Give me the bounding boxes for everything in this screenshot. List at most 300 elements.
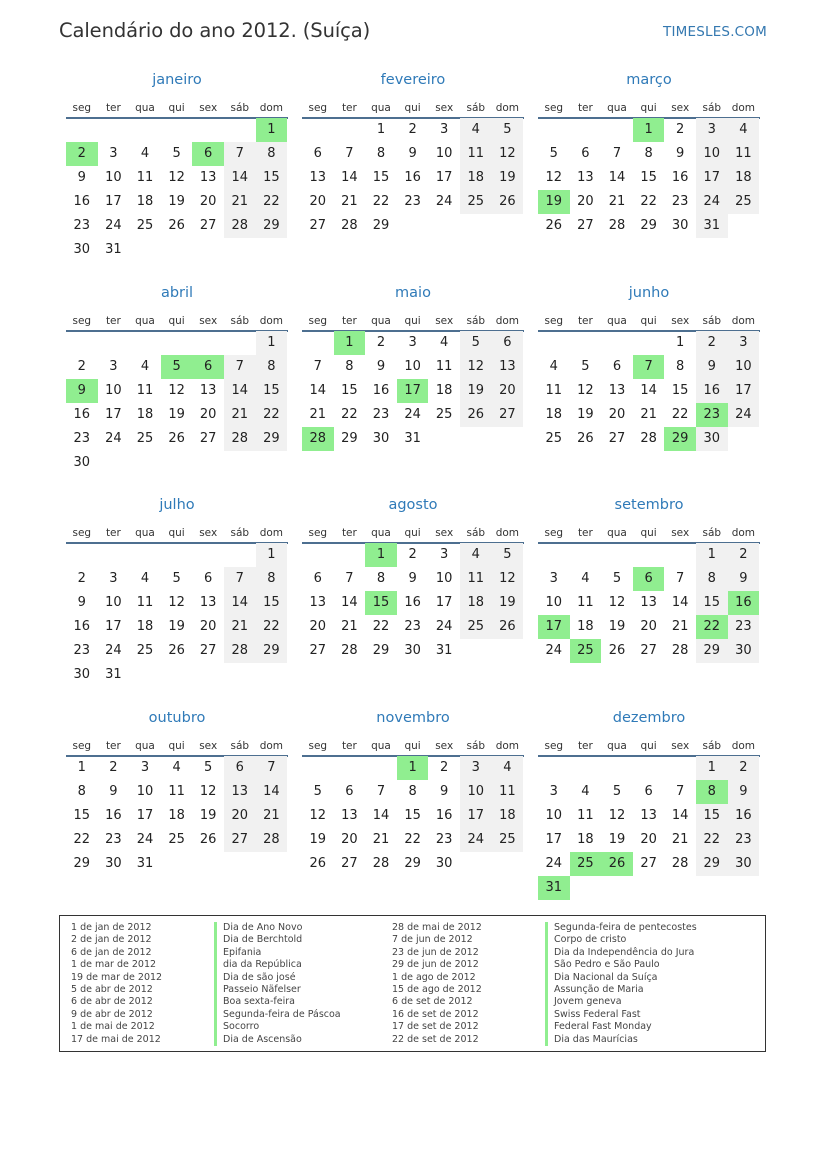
day-cell: 22 <box>696 828 728 852</box>
day-cell: 26 <box>608 643 626 658</box>
weekday-header: sáb <box>702 527 722 539</box>
day-cell: 2 <box>77 359 86 374</box>
weekday-header: sex <box>671 527 690 539</box>
day-cell: 14 <box>341 595 358 610</box>
legend-holiday-date: 1 de mai de 2012 <box>71 1021 155 1033</box>
legend-holiday-name: Segunda-feira de Páscoa <box>214 1009 341 1021</box>
legend-holiday-name: Swiss Federal Fast <box>545 1009 697 1021</box>
day-cell: 25 <box>136 431 154 446</box>
weekday-header: qua <box>135 102 155 114</box>
weekday-header: sex <box>199 315 218 327</box>
day-cell: 14 <box>640 383 657 398</box>
month-name: outubro <box>148 710 206 726</box>
weekday-header: dom <box>731 527 756 539</box>
day-cell: 17 <box>105 194 122 209</box>
day-cell: 17 <box>435 170 453 185</box>
day-cell: 10 <box>105 595 122 610</box>
weekday-header: ter <box>577 102 593 114</box>
day-cell: 9 <box>440 784 449 799</box>
day-cell: 15 <box>341 383 358 398</box>
day-cell: 8 <box>644 146 653 161</box>
day-cell: 12 <box>199 784 217 799</box>
day-cell: 13 <box>199 170 217 185</box>
day-cell: 12 <box>168 170 185 185</box>
weekday-header: sáb <box>702 102 722 114</box>
legend-holiday-date: 22 de set de 2012 <box>392 1033 479 1045</box>
day-cell: 23 <box>73 643 91 658</box>
day-cell: 10 <box>435 146 453 161</box>
day-cell: 23 <box>73 218 91 233</box>
day-cell: 26 <box>492 190 524 214</box>
day-cell: 24 <box>105 431 122 446</box>
weekday-header: sex <box>435 315 454 327</box>
weekday-header: sex <box>671 740 690 752</box>
day-cell: 20 <box>640 619 657 634</box>
day-cell: 31 <box>136 856 154 871</box>
day-cell: 4 <box>140 571 150 586</box>
day-cell: 5 <box>492 543 524 567</box>
legend-holiday-date: 15 de ago de 2012 <box>392 984 482 996</box>
day-cell: 20 <box>341 832 358 847</box>
day-cell: 7 <box>224 567 256 591</box>
day-cell: 20 <box>577 194 594 209</box>
weekday-header: seg <box>308 527 328 539</box>
day-cell: 3 <box>728 331 760 355</box>
day-cell: 6 <box>345 784 354 799</box>
weekday-header: dom <box>259 527 284 539</box>
legend-names-right <box>545 922 697 1046</box>
legend-holiday-name: Dia da Independência do Jura <box>545 947 697 959</box>
day-cell: 4 <box>140 146 150 161</box>
day-cell: 8 <box>256 355 288 379</box>
day-cell: 18 <box>168 808 185 823</box>
day-cell: 27 <box>640 856 657 871</box>
month-name: julho <box>159 497 195 513</box>
day-cell: 19 <box>608 619 626 634</box>
weekday-header: qui <box>168 315 185 327</box>
weekday-header: qua <box>135 740 155 752</box>
day-cell: 13 <box>341 808 358 823</box>
weekday-header: seg <box>544 527 564 539</box>
day-cell: 29 <box>73 856 91 871</box>
legend-holiday-date: 6 de set de 2012 <box>392 996 473 1008</box>
day-cell: 17 <box>728 379 760 403</box>
weekday-header: qui <box>168 740 185 752</box>
weekday-header: sex <box>199 527 218 539</box>
day-cell: 11 <box>435 359 453 374</box>
day-cell: 16 <box>728 804 760 828</box>
legend-holiday-name: Boa sexta-feira <box>214 996 341 1008</box>
day-cell: 11 <box>545 383 563 398</box>
day-cell: 21 <box>309 407 327 422</box>
day-cell: 30 <box>73 455 91 470</box>
day-cell: 26 <box>199 832 217 847</box>
day-cell: 3 <box>696 118 728 142</box>
day-cell: 21 <box>224 403 256 427</box>
day-cell: 4 <box>460 118 492 142</box>
holiday-day-cell: 1 <box>397 756 429 780</box>
day-cell: 1 <box>256 331 288 355</box>
weekday-header: qui <box>640 102 657 114</box>
weekday-header: sáb <box>466 740 486 752</box>
weekday-header: ter <box>105 102 121 114</box>
day-cell: 13 <box>577 170 594 185</box>
day-cell: 25 <box>545 431 563 446</box>
day-cell: 1 <box>376 122 386 137</box>
day-cell: 30 <box>671 218 689 233</box>
weekday-header: dom <box>259 740 284 752</box>
day-cell: 23 <box>404 194 421 209</box>
month-name: março <box>626 72 672 88</box>
day-cell: 18 <box>577 832 594 847</box>
weekday-header: dom <box>495 740 520 752</box>
day-cell: 12 <box>608 595 626 610</box>
day-cell: 24 <box>105 643 122 658</box>
weekday-header: qua <box>607 102 627 114</box>
day-cell: 13 <box>309 170 327 185</box>
day-cell: 9 <box>728 567 760 591</box>
day-cell: 19 <box>199 808 217 823</box>
weekday-header: sáb <box>230 102 250 114</box>
weekday-header: dom <box>495 527 520 539</box>
day-cell: 30 <box>435 856 453 871</box>
day-cell: 15 <box>404 808 421 823</box>
day-cell: 16 <box>372 383 390 398</box>
day-cell: 14 <box>671 808 689 823</box>
day-cell: 5 <box>460 331 492 355</box>
brand-link[interactable]: TIMESLES.COM <box>663 24 767 40</box>
day-cell: 1 <box>676 335 685 350</box>
day-cell: 20 <box>309 619 327 634</box>
day-cell: 4 <box>581 571 590 586</box>
day-cell: 8 <box>676 359 685 374</box>
weekday-header: seg <box>308 102 328 114</box>
day-cell: 17 <box>460 804 492 828</box>
day-cell: 8 <box>376 571 386 586</box>
day-cell: 12 <box>168 383 185 398</box>
day-cell: 14 <box>608 170 626 185</box>
holiday-day-cell: 1 <box>633 118 665 142</box>
day-cell: 19 <box>309 832 327 847</box>
weekday-header: dom <box>259 315 284 327</box>
day-cell: 17 <box>105 407 122 422</box>
day-cell: 27 <box>309 643 327 658</box>
legend-dates-right <box>392 922 482 1046</box>
day-cell: 31 <box>105 667 122 682</box>
day-cell: 22 <box>640 194 657 209</box>
day-cell: 6 <box>313 571 322 586</box>
day-cell: 3 <box>109 146 118 161</box>
weekday-header: seg <box>72 315 92 327</box>
legend-holiday-date: 1 de jan de 2012 <box>71 922 152 933</box>
day-cell: 24 <box>696 190 728 214</box>
holiday-day-cell: 6 <box>192 355 224 379</box>
holiday-day-cell: 15 <box>365 591 397 615</box>
day-cell: 28 <box>224 427 256 451</box>
day-cell: 25 <box>435 407 453 422</box>
legend-holiday-date: 17 de set de 2012 <box>392 1021 479 1033</box>
weekday-header: dom <box>495 102 520 114</box>
day-cell: 9 <box>376 359 386 374</box>
weekday-header: qua <box>371 315 391 327</box>
day-cell: 8 <box>345 359 354 374</box>
day-cell: 11 <box>460 567 492 591</box>
day-cell: 22 <box>256 190 288 214</box>
day-cell: 22 <box>372 619 390 634</box>
day-cell: 5 <box>204 760 213 775</box>
day-cell: 16 <box>404 595 421 610</box>
day-cell: 9 <box>728 780 760 804</box>
weekday-header: sáb <box>702 740 722 752</box>
day-cell: 9 <box>408 571 417 586</box>
weekday-header: sáb <box>466 102 486 114</box>
day-cell: 17 <box>105 619 122 634</box>
day-cell: 15 <box>671 383 689 398</box>
day-cell: 28 <box>341 643 358 658</box>
day-cell: 2 <box>408 122 417 137</box>
holiday-day-cell: 8 <box>696 780 728 804</box>
weekday-header: seg <box>308 740 328 752</box>
day-cell: 9 <box>109 784 118 799</box>
day-cell: 14 <box>671 595 689 610</box>
day-cell: 15 <box>256 591 288 615</box>
day-cell: 5 <box>172 571 181 586</box>
day-cell: 6 <box>581 146 590 161</box>
day-cell: 16 <box>105 808 122 823</box>
weekday-header: qui <box>168 527 185 539</box>
day-cell: 8 <box>408 784 417 799</box>
day-cell: 20 <box>608 407 626 422</box>
weekday-header: ter <box>341 102 357 114</box>
day-cell: 10 <box>460 780 492 804</box>
weekday-header: qui <box>168 102 185 114</box>
day-cell: 28 <box>608 218 626 233</box>
day-cell: 3 <box>549 571 558 586</box>
day-cell: 7 <box>256 756 288 780</box>
day-cell: 29 <box>341 431 358 446</box>
day-cell: 11 <box>577 808 594 823</box>
day-cell: 20 <box>199 407 217 422</box>
holiday-day-cell: 31 <box>538 876 570 900</box>
day-cell: 15 <box>256 166 288 190</box>
holiday-day-cell: 25 <box>570 852 602 876</box>
holiday-day-cell: 23 <box>696 403 728 427</box>
day-cell: 19 <box>608 832 626 847</box>
holiday-day-cell: 5 <box>161 355 193 379</box>
day-cell: 31 <box>435 643 453 658</box>
day-cell: 10 <box>728 355 760 379</box>
day-cell: 16 <box>435 808 453 823</box>
legend-holiday-name: Federal Fast Monday <box>545 1021 697 1033</box>
weekday-header: qua <box>607 315 627 327</box>
day-cell: 11 <box>460 142 492 166</box>
day-cell: 13 <box>309 595 327 610</box>
day-cell: 21 <box>224 190 256 214</box>
day-cell: 29 <box>404 856 421 871</box>
day-cell: 13 <box>608 383 626 398</box>
day-cell: 26 <box>577 431 594 446</box>
weekday-header: qua <box>135 315 155 327</box>
weekday-header: qui <box>404 315 421 327</box>
day-cell: 26 <box>309 856 327 871</box>
day-cell: 5 <box>549 146 558 161</box>
day-cell: 11 <box>168 784 185 799</box>
day-cell: 3 <box>549 784 558 799</box>
day-cell: 1 <box>256 543 288 567</box>
day-cell: 30 <box>404 643 421 658</box>
day-cell: 27 <box>199 643 217 658</box>
day-cell: 27 <box>341 856 358 871</box>
weekday-header: qua <box>607 527 627 539</box>
month-name: setembro <box>614 497 684 513</box>
day-cell: 20 <box>640 832 657 847</box>
day-cell: 16 <box>73 407 91 422</box>
legend-holiday-name: Segunda-feira de pentecostes <box>545 922 697 934</box>
weekday-header: sáb <box>466 315 486 327</box>
day-cell: 15 <box>640 170 657 185</box>
weekday-header: seg <box>72 102 92 114</box>
day-cell: 5 <box>581 359 590 374</box>
day-cell: 2 <box>696 331 728 355</box>
day-cell: 7 <box>345 146 354 161</box>
legend-holiday-date: 2 de jan de 2012 <box>71 934 152 946</box>
day-cell: 10 <box>105 170 122 185</box>
day-cell: 6 <box>612 359 622 374</box>
weekday-header: ter <box>341 740 357 752</box>
holiday-day-cell: 6 <box>633 567 665 591</box>
day-cell: 8 <box>256 142 288 166</box>
day-cell: 10 <box>435 571 453 586</box>
day-cell: 13 <box>492 355 524 379</box>
day-cell: 23 <box>728 828 760 852</box>
day-cell: 19 <box>168 194 185 209</box>
day-cell: 2 <box>408 547 417 562</box>
day-cell: 29 <box>696 852 728 876</box>
legend-holiday-name: Epifania <box>214 947 341 959</box>
day-cell: 18 <box>545 407 563 422</box>
day-cell: 29 <box>256 639 288 663</box>
legend-holiday-name: Dia Nacional da Suíça <box>545 972 697 984</box>
day-cell: 4 <box>172 760 181 775</box>
day-cell: 28 <box>224 214 256 238</box>
day-cell: 8 <box>696 567 728 591</box>
day-cell: 25 <box>728 190 760 214</box>
day-cell: 14 <box>309 383 327 398</box>
legend-holiday-name: Dia das Maurícias <box>545 1034 697 1046</box>
weekday-header: qui <box>404 102 421 114</box>
holiday-day-cell: 1 <box>334 331 366 355</box>
day-cell: 7 <box>612 146 622 161</box>
day-cell: 18 <box>577 619 594 634</box>
day-cell: 29 <box>256 214 288 238</box>
weekday-header: ter <box>105 527 121 539</box>
weekday-header: qua <box>371 527 391 539</box>
day-cell: 23 <box>105 832 122 847</box>
holiday-day-cell: 16 <box>728 591 760 615</box>
day-cell: 12 <box>608 808 626 823</box>
month-name: dezembro <box>612 710 686 726</box>
legend-holiday-name: Jovem geneva <box>545 996 697 1008</box>
day-cell: 24 <box>404 407 421 422</box>
day-cell: 17 <box>136 808 154 823</box>
weekday-header: sex <box>671 102 690 114</box>
day-cell: 2 <box>109 760 118 775</box>
legend-holiday-name: Passeio Näfelser <box>214 984 341 996</box>
legend-holiday-date: 7 de jun de 2012 <box>392 934 473 946</box>
holiday-day-cell: 9 <box>66 379 98 403</box>
legend-holiday-date: 9 de abr de 2012 <box>71 1008 153 1020</box>
day-cell: 27 <box>309 218 327 233</box>
legend-holiday-date: 29 de jun de 2012 <box>392 959 479 971</box>
day-cell: 18 <box>136 194 154 209</box>
day-cell: 26 <box>545 218 563 233</box>
day-cell: 2 <box>728 543 760 567</box>
day-cell: 2 <box>676 122 685 137</box>
day-cell: 14 <box>372 808 390 823</box>
day-cell: 27 <box>199 218 217 233</box>
day-cell: 18 <box>728 166 760 190</box>
day-cell: 7 <box>224 142 256 166</box>
day-cell: 9 <box>696 355 728 379</box>
weekday-header: sex <box>199 740 218 752</box>
day-cell: 3 <box>460 756 492 780</box>
day-cell: 18 <box>136 619 154 634</box>
day-cell: 31 <box>404 431 421 446</box>
holiday-day-cell: 29 <box>664 427 696 451</box>
day-cell: 22 <box>73 832 91 847</box>
day-cell: 18 <box>460 591 492 615</box>
day-cell: 24 <box>728 403 760 427</box>
legend-holiday-date: 16 de set de 2012 <box>392 1008 479 1020</box>
day-cell: 26 <box>168 431 185 446</box>
month-name: agosto <box>388 497 438 513</box>
day-cell: 9 <box>676 146 685 161</box>
day-cell: 6 <box>492 331 524 355</box>
day-cell: 9 <box>77 595 86 610</box>
legend-holiday-name: Dia de Ano Novo <box>214 922 341 934</box>
day-cell: 27 <box>492 403 524 427</box>
day-cell: 21 <box>224 615 256 639</box>
day-cell: 3 <box>140 760 150 775</box>
day-cell: 13 <box>224 780 256 804</box>
day-cell: 22 <box>341 407 358 422</box>
day-cell: 21 <box>640 407 657 422</box>
day-cell: 2 <box>728 756 760 780</box>
legend-dates-left <box>71 922 162 1046</box>
legend-holiday-date: 1 de ago de 2012 <box>392 971 476 983</box>
day-cell: 3 <box>440 547 449 562</box>
weekday-header: dom <box>731 102 756 114</box>
weekday-header: sex <box>435 740 454 752</box>
weekday-header: ter <box>105 315 121 327</box>
weekday-header: seg <box>72 740 92 752</box>
day-cell: 5 <box>313 784 322 799</box>
weekday-header: qui <box>640 740 657 752</box>
day-cell: 14 <box>224 591 256 615</box>
legend-holiday-date: 23 de jun de 2012 <box>392 946 479 958</box>
day-cell: 25 <box>136 218 154 233</box>
day-cell: 4 <box>460 543 492 567</box>
day-cell: 19 <box>460 379 492 403</box>
day-cell: 12 <box>168 595 185 610</box>
day-cell: 26 <box>168 643 185 658</box>
weekday-header: ter <box>577 527 593 539</box>
weekday-header: qua <box>371 102 391 114</box>
holiday-day-cell: 2 <box>66 142 98 166</box>
day-cell: 7 <box>676 784 685 799</box>
day-cell: 7 <box>376 784 386 799</box>
day-cell: 16 <box>73 619 91 634</box>
